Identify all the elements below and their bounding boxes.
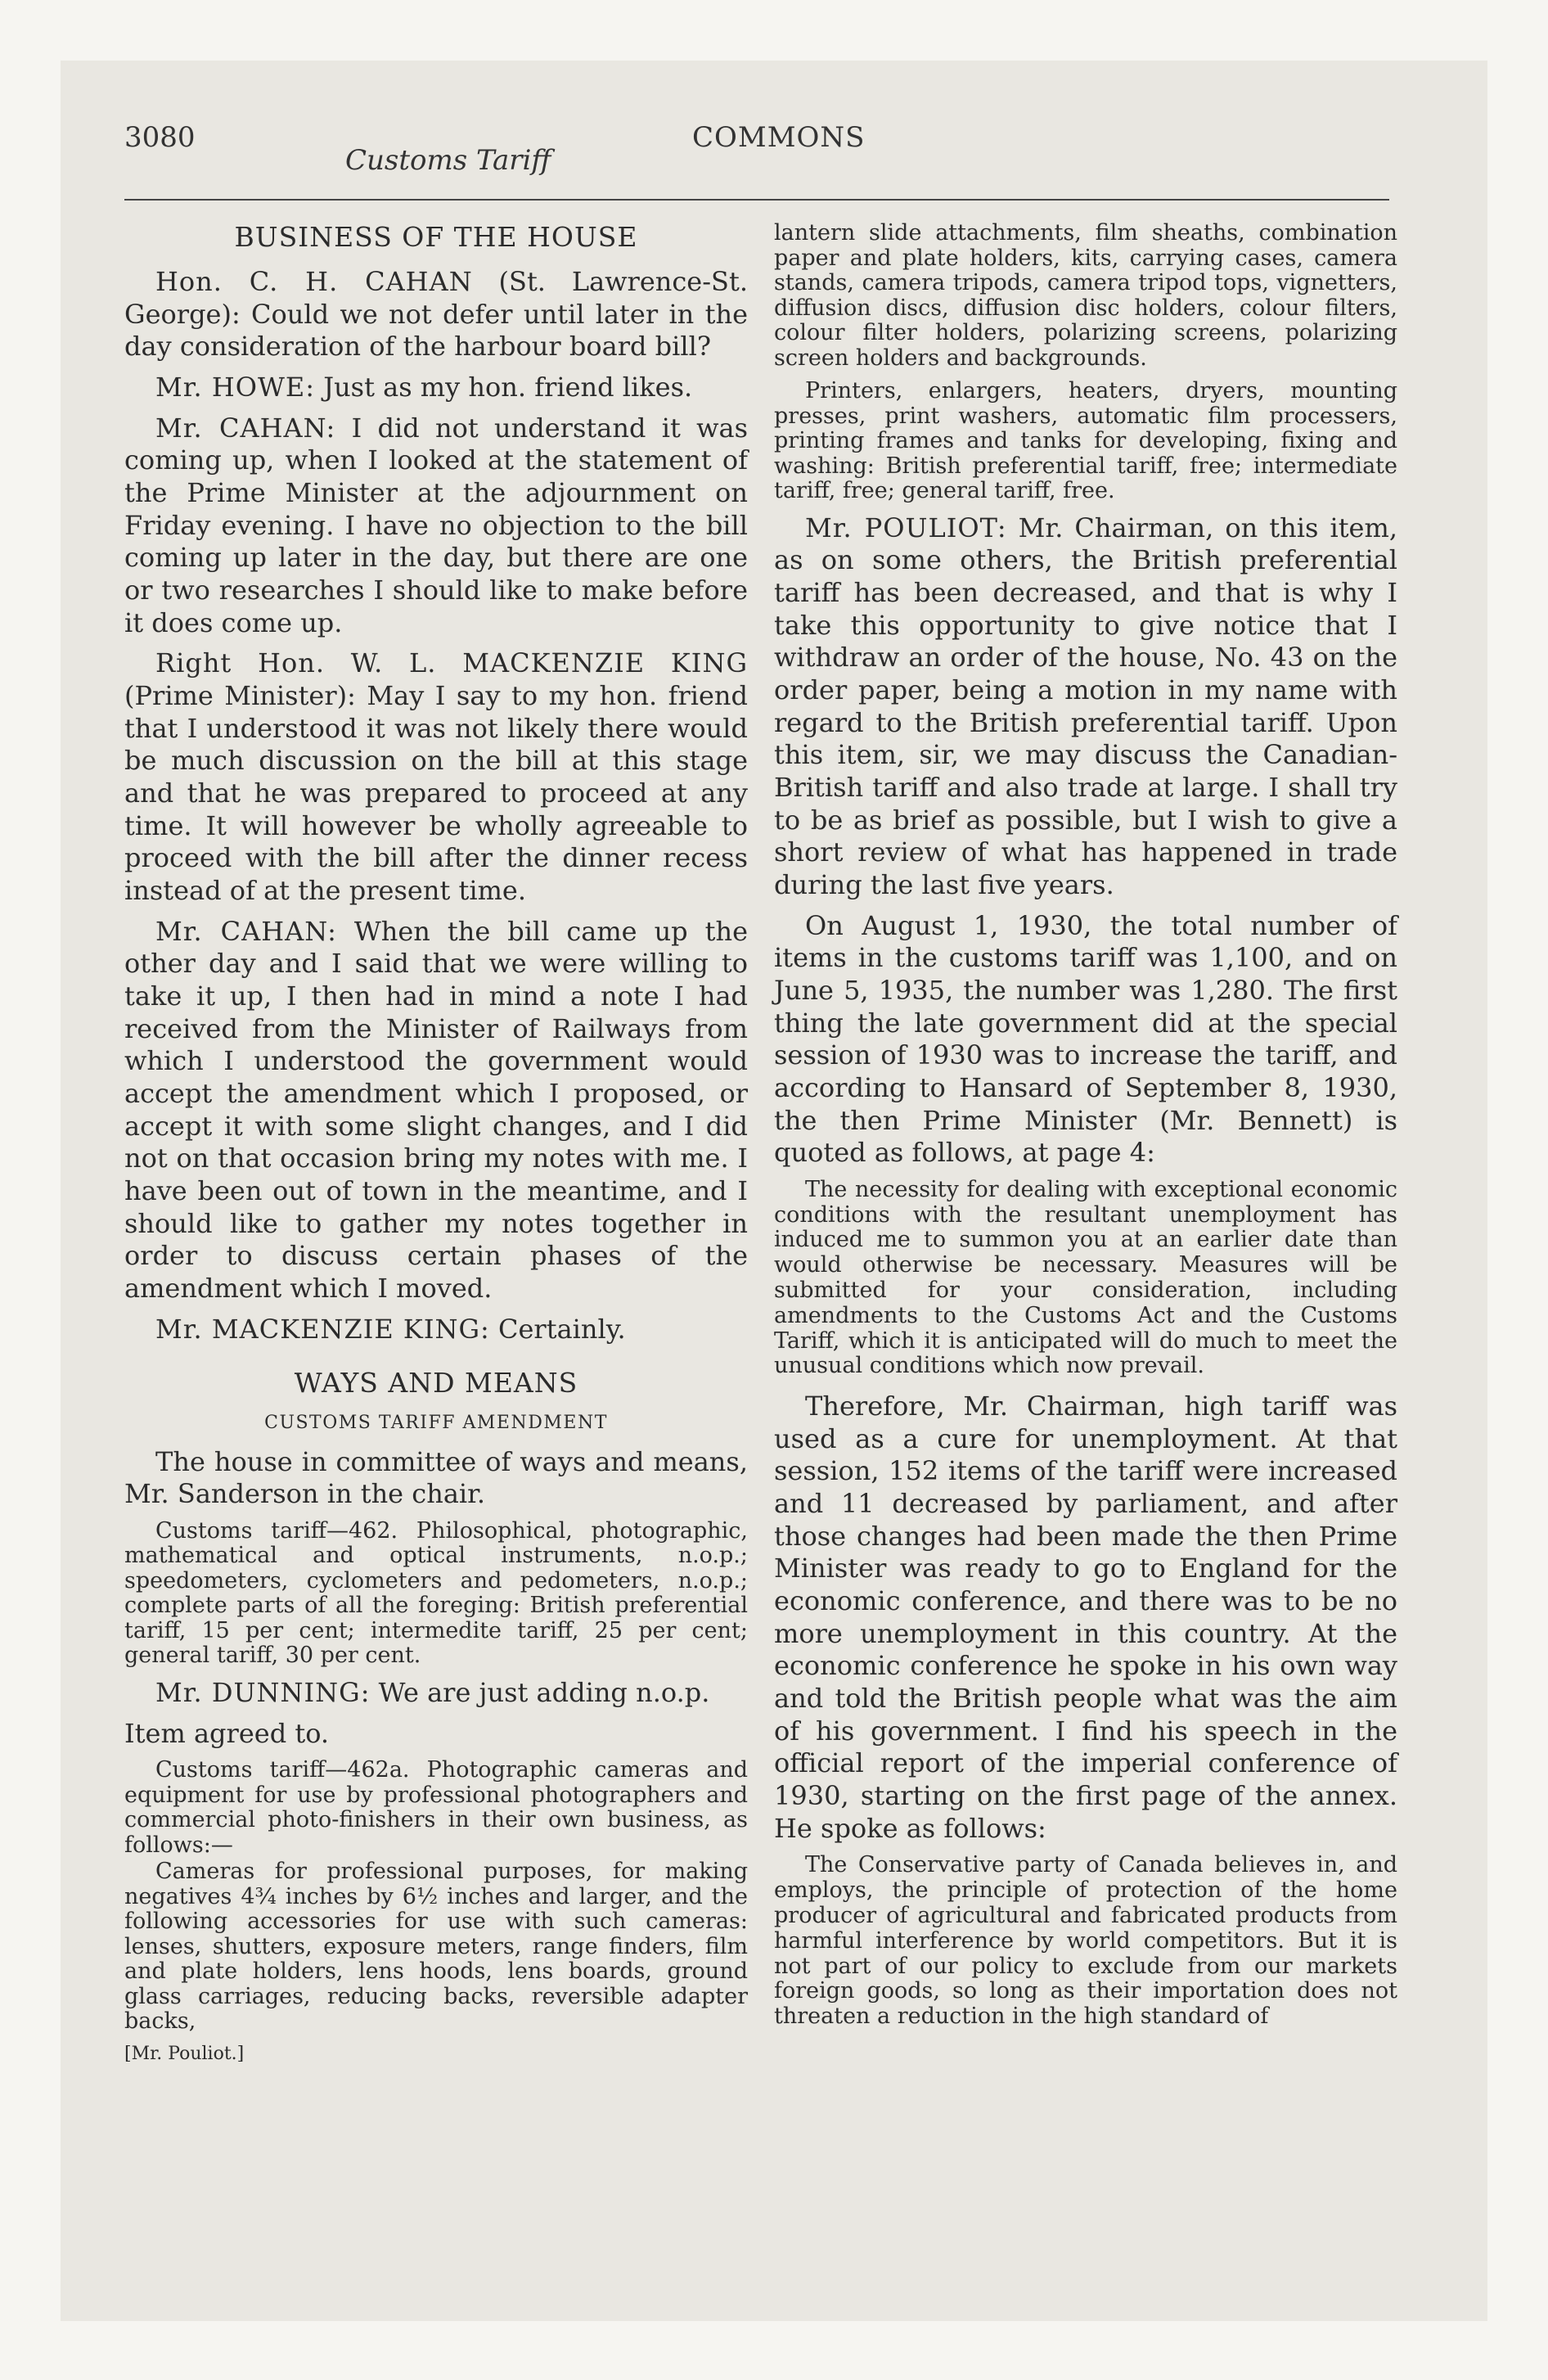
- footer-speaker: [Mr. Pouliot.]: [124, 2043, 245, 2064]
- right-column: [774, 221, 1397, 2041]
- speaker-name: Mr. CAHAN:: [155, 915, 337, 947]
- paragraph: [774, 512, 1397, 902]
- speech-text: We are just adding n.o.p.: [370, 1676, 710, 1708]
- speech-text: Mr. Chairman, on this item, as on some others, the British preferential tariff has been decreased, and that is why I take this opportunity to give notice that I withdraw an order of the house, No. 43 on the order paper, being a motion in my name with regard to the British preferential tariff. Upon this item, sir, we may discuss the Canadian-British tariff and also trade at large. I shall try to be as brief as possible, but I wish to give a short review of what has happened in trade during the last five years.: [774, 512, 1398, 900]
- tariff-item: Customs tariff—462. Philosophical, photographic, mathematical and optical instruments, n.o.p.; speedometers, cyclometers and pedometers, n.o.p.; complete parts of all the foreging: British preferential tariff, 15 per cent; intermedite tariff, 25 per cent; general tariff, 30 per cent.: [124, 1517, 748, 1669]
- speech-text: Just as my hon. friend likes.: [315, 371, 693, 403]
- paragraph: [124, 916, 748, 1305]
- paragraph: [124, 647, 748, 907]
- item-agreed: Item agreed to.: [124, 1717, 330, 1749]
- tariff-item: lantern slide attachments, film sheaths, combination paper and plate holders, kits, carrying cases, camera stands, camera tripods, camera tripod tops, vignetters, diffusion discs, diffusion disc holders, colour filters, colour filter holders, polarizing screens, polarizing screen holders and backgrounds.: [774, 220, 1397, 371]
- subheading-customs-tariff: CUSTOMS TARIFF AMENDMENT: [264, 1413, 608, 1434]
- speaker-name: Mr. CAHAN:: [155, 412, 336, 444]
- speech-text: When the bill came up the other day and I said that we were willing to take it up, I then had in mind a note I had received from the Minister of Railways from which I understood the government would accept the amendment which I proposed, or accept it with some slight changes, and I did not on that occasion bring my notes with me. I have been out of town in the meantime, and I should like to gather my notes together in order to discuss certain phases of the amendment which I moved.: [124, 915, 749, 1305]
- paragraph: [124, 1677, 748, 1710]
- paragraph: [124, 266, 748, 363]
- left-column: [124, 221, 748, 2073]
- speaker-name: Mr. DUNNING:: [155, 1676, 371, 1708]
- tariff-item: Printers, enlargers, heaters, dryers, mounting presses, print washers, automatic film processers, printing frames and tanks for developing, fixing and washing: British preferential tariff, free; intermediate tariff, free; general tariff, free.: [774, 378, 1397, 503]
- speaker-name: Hon. C. H. CAHAN: [155, 265, 473, 297]
- header-rule: [124, 199, 1389, 201]
- paragraph: Therefore, Mr. Chairman, high tariff was used as a cure for unemployment. At that session, 152 items of the tariff were increased and 11 decreased by parliament, and after those changes had been made the then Prime Minister was ready to go to England for the economic conference, and there was to be no more unemployment in this country. At the economic conference he spoke in his own way and told the British people what was the aim of his government. I find his speech in the official report of the imperial conference of 1930, starting on the first page of the annex. He spoke as follows:: [774, 1391, 1397, 1844]
- running-title: Customs Tariff: [345, 144, 551, 177]
- paragraph: [124, 412, 748, 640]
- speaker-name: Right Hon. W. L. MACKENZIE KING: [155, 647, 748, 679]
- speech-text: I did not understand it was coming up, when I looked at the statement of the Prime Minister at the adjournment on Friday evening. I have no objection to the bill coming up later in the day, but there are one or two researches I should like to make before it does come up.: [124, 412, 748, 638]
- paragraph: [124, 1314, 748, 1346]
- paragraph: The house in committee of ways and means, Mr. Sanderson in the chair.: [124, 1445, 748, 1510]
- paragraph: [124, 372, 748, 404]
- speaker-name: Mr. POULIOT:: [805, 512, 1007, 543]
- speaker-name: Mr. MACKENZIE KING:: [155, 1313, 490, 1345]
- speech-text: Certainly.: [489, 1313, 626, 1345]
- quotation: The necessity for dealing with exceptional economic conditions with the resultant unemployment has induced me to summon you at an earlier date than would otherwise be necessary. Measures will be submitted for your consideration, including amendments to the Customs Act and the Customs Tariff, which it is anticipated will do much to meet the unusual conditions which now prevail.: [774, 1176, 1397, 1379]
- tariff-item: Customs tariff—462a. Photographic cameras and equipment for use by professional photographers and commercial photo-finishers in their own business, as follows:—: [124, 1757, 748, 1858]
- page-number: 3080: [124, 121, 196, 154]
- quotation: The Conservative party of Canada believes in, and employs, the principle of protection of the home producer of agricultural and fabricated products from harmful interference by world competitors. But it is not part of our policy to exclude from our markets foreign goods, so long as their importation does not threaten a reduction in the high standard of: [774, 1852, 1397, 2030]
- speaker-name: Mr. HOWE:: [155, 371, 316, 403]
- paragraph: On August 1, 1930, the total number of items in the customs tariff was 1,100, and on June 5, 1935, the number was 1,280. The first thing the late government did at the special session of 1930 was to increase the tariff, and according to Hansard of September 8, 1930, the then Prime Minister (Mr. Bennett) is quoted as follows, at page 4:: [774, 909, 1397, 1169]
- speech-text: (Prime Minister): May I say to my hon. friend that I understood it was not likely there would be much discussion on the bill at this stage and that he was prepared to proceed at any time. It will however be wholly agreeable to proceed with the bill after the dinner recess instead of at the present time.: [124, 679, 748, 906]
- section-heading-ways-and-means: WAYS AND MEANS: [294, 1367, 578, 1400]
- speech-text: (St. Lawrence-St. George): Could we not defer until later in the day consideration of the harbour board bill?: [124, 265, 748, 363]
- section-heading-business: BUSINESS OF THE HOUSE: [234, 221, 638, 253]
- section-header: COMMONS: [692, 121, 866, 154]
- tariff-item: Cameras for professional purposes, for making negatives 4¾ inches by 6½ inches and larger, and the following accessories for use with such cameras: lenses, shutters, exposure meters, range finders, film and plate holders, lens hoods, lens boards, ground glass carriages, reducing backs, reversible adapter backs,: [124, 1859, 748, 2035]
